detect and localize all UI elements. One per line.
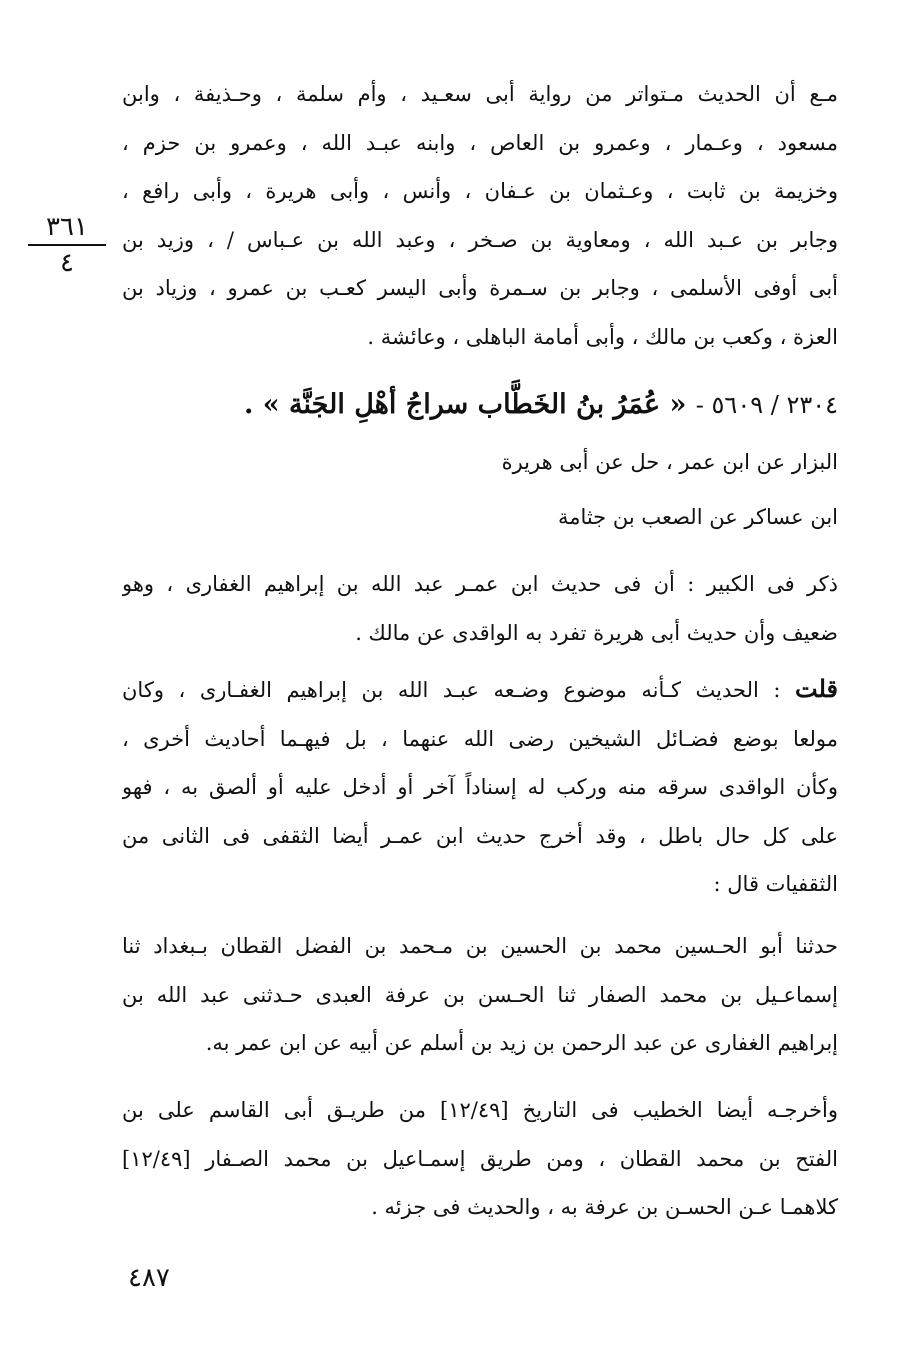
margin-reference-numerator: ٣٦١ (28, 212, 106, 246)
qult-text: : الحديث كـأنه موضوع وضـعه عبـد الله بن إبراهيم الغفـارى ، وكان (122, 678, 781, 702)
source-line: البزار عن ابن عمر ، حل عن أبى هريرة (501, 450, 838, 474)
page-number: ٤٨٧ (128, 1263, 170, 1293)
text-line: على كل حال باطل ، وقد أخرج حديث ابن عمـر أيضا الثقفى فى الثانى من (122, 823, 838, 848)
text-line: إبراهيم الغفارى عن عبد الرحمن بن زيد بن أسلم عن أبيه عن ابن عمر به. (205, 1031, 838, 1055)
text-line (122, 665, 838, 715)
paragraph-kabir-note (122, 560, 838, 657)
text-line: ذكر فى الكبير : أن فى حديث ابن عمـر عبد الله بن إبراهيم الغفارى ، وهو (122, 572, 838, 596)
text-line: الثقفيات قال : (713, 872, 838, 896)
text-line: حدثنا أبو الحـسين محمد بن الحسين بن مـحمد بن الفضل القطان بـبغداد ثنا (122, 934, 838, 958)
source-line: ابن عساكر عن الصعب بن جثامة (557, 505, 838, 529)
hadith-entry-numbers: ٢٣٠٤ / ٥٦٠٩ - (695, 391, 838, 419)
margin-reference (28, 212, 106, 278)
text-line: ضعيف وأن حديث أبى هريرة تفرد به الواقدى عن مالك . (355, 620, 838, 645)
text-line: مسعود ، وعـمار ، وعمرو بن العاص ، وابنه عبـد الله ، وعمرو بن حزم ، (122, 130, 838, 155)
text-line: كلاهمـا عـن الحسـن بن عرفة به ، والحديث فى جزئه . (371, 1195, 838, 1219)
qult-label: قلت (795, 674, 838, 703)
hadith-entry-text: « عُمَرُ بنُ الخَطَّاب سراجُ أهْلِ الجَنَّة » . (243, 389, 687, 420)
text-line: أبى أوفى الأسلمى ، وجابر بن سـمرة وأبى اليسر كعـب بن عمرو ، وزياد بن (122, 276, 838, 300)
paragraph-narrators (122, 70, 838, 361)
text-line: مولعا بوضع فضـائل الشيخين رضى الله عنهما ، بل فيهـما أحاديث أخرى ، (122, 726, 838, 751)
text-line: الفتح بن محمد القطان ، ومن طريق إسمـاعيل بن محمد الصـفار [١٢/٤٩] (122, 1146, 838, 1171)
text-line: وأخرجـه أيضا الخطيب فى التاريخ [١٢/٤٩] من طريـق أبى القاسم على بن (122, 1098, 838, 1122)
hadith-entry-heading (230, 380, 838, 430)
text-line: وجابر بن عـبد الله ، ومعاوية بن صـخر ، وعبد الله بن عـباس / ، وزيد بن (122, 227, 838, 252)
paragraph-qult (122, 665, 838, 909)
paragraph-isnad (122, 922, 838, 1068)
text-line: وخزيمة بن ثابت ، وعـثمان بن عـفان ، وأنس ، وأبى هريرة ، وأبى رافع ، (122, 179, 838, 203)
text-line: وكأن الواقدى سرقه منه وركب له إسناداً آخر أو أدخل عليه أو ألصق به ، فهو (122, 775, 838, 799)
margin-reference-denominator: ٤ (60, 248, 74, 278)
text-line: إسماعـيل بن محمد الصفار ثنا الحـسن بن عرفة العبدى حـدثنى عبد الله بن (122, 982, 838, 1007)
text-line: العزة ، وكعب بن مالك ، وأبى أمامة الباهلى ، وعائشة . (367, 324, 838, 349)
text-line: مـع أن الحديث مـتواتر من رواية أبى سعـيد ، وأم سلمة ، وحـذيفة ، وابن (122, 82, 838, 106)
paragraph-khatib (122, 1086, 838, 1232)
